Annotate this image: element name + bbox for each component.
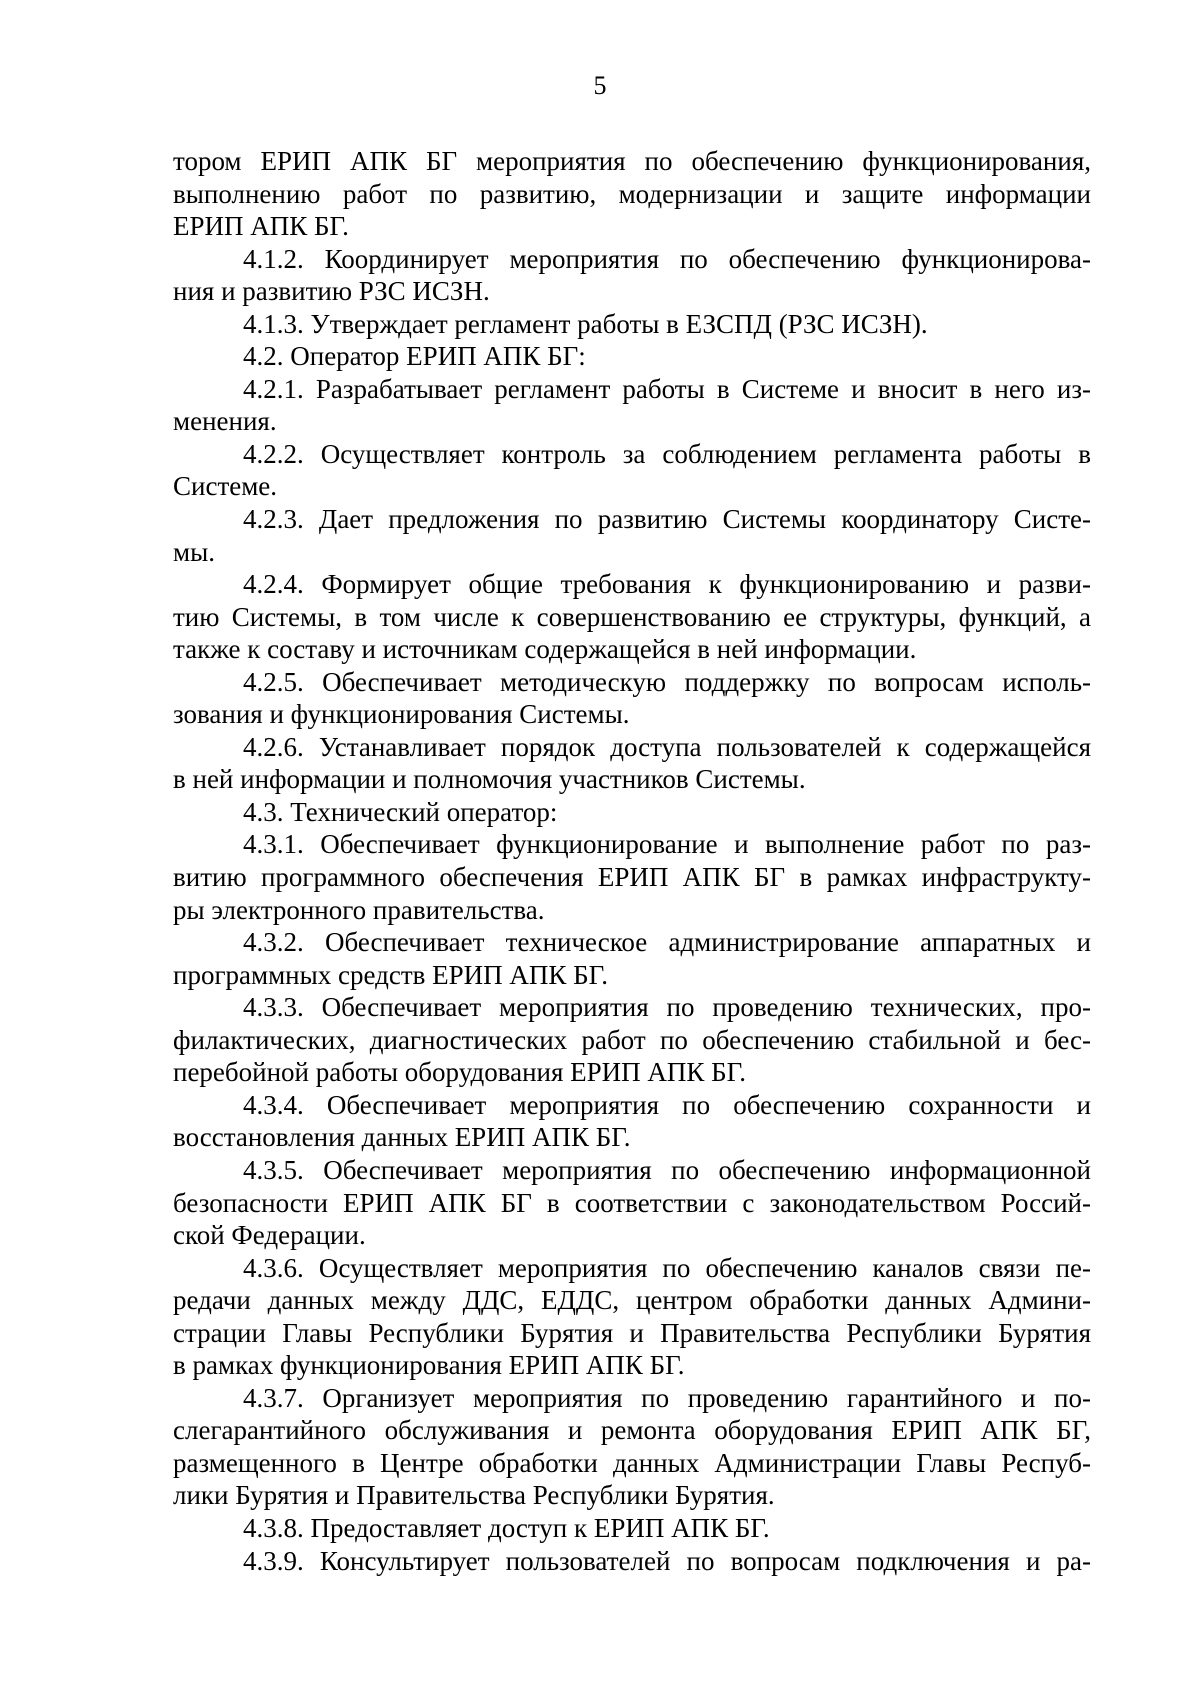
text-line: редачи данных между ДДС, ЕДДС, центром обработки данных Админи- [173,1285,1091,1316]
text-line: филактических, диагностических работ по обеспечению стабильной и бес- [173,1024,1091,1055]
text-line: 4.3.9. Консультирует пользователей по вопросам подключения и ра- [243,1545,1091,1576]
text-line: страции Главы Республики Бурятия и Правительства Республики Бурятия [173,1317,1091,1348]
text-line: 4.2.2. Осуществляет контроль за соблюдением регламента работы в [243,438,1091,469]
text-line: витию программного обеспечения ЕРИП АПК БГ в рамках инфраструкту- [173,862,1091,893]
text-line: 4.3.4. Обеспечивает мероприятия по обеспечению сохранности и [243,1089,1091,1120]
text-line: ния и развитию РЗС ИСЗН. [173,276,490,307]
text-line: выполнению работ по развитию, модернизации и защите информации [173,178,1091,209]
text-line: мы. [173,536,215,567]
text-line: безопасности ЕРИП АПК БГ в соответствии с законодательством Россий- [173,1187,1091,1218]
text-line: 4.2.3. Дает предложения по развитию Системы координатору Систе- [243,504,1091,535]
text-line: тором ЕРИП АПК БГ мероприятия по обеспечению функционирования, [173,146,1091,176]
text-line: 4.3. Технический оператор: [243,796,558,827]
document-body [173,145,1091,1577]
text-line: ЕРИП АПК БГ. [173,211,349,242]
text-line: 4.2.1. Разрабатывает регламент работы в Системе и вносит в него из- [243,373,1091,404]
text-line: перебойной работы оборудования ЕРИП АПК БГ. [173,1057,746,1088]
text-line: 4.3.8. Предоставляет доступ к ЕРИП АПК БГ. [243,1512,770,1543]
page-number: 5 [593,71,607,100]
text-line: 4.2.6. Устанавливает порядок доступа пользователей к содержащейся [243,731,1091,762]
text-line: 4.3.2. Обеспечивает техническое администрирование аппаратных и [243,927,1091,958]
text-line: слегарантийного обслуживания и ремонта оборудования ЕРИП АПК БГ, [173,1415,1091,1446]
text-line: менения. [173,406,277,437]
text-line: 4.2.4. Формирует общие требования к функционированию и разви- [243,569,1091,600]
text-line: программных средств ЕРИП АПК БГ. [173,959,608,990]
text-line: 4.3.3. Обеспечивает мероприятия по проведению технических, про- [243,992,1091,1023]
text-line: 4.1.3. Утверждает регламент работы в ЕЗСПД (РЗС ИСЗН). [243,308,928,339]
text-line: Системе. [173,471,278,502]
text-line: ры электронного правительства. [173,894,545,925]
text-line: тию Системы, в том числе к совершенствованию ее структуры, функций, а [173,601,1091,632]
text-line: лики Бурятия и Правительства Республики Бурятия. [173,1480,775,1511]
text-line: зования и функционирования Системы. [173,699,630,730]
text-line: 4.3.1. Обеспечивает функционирование и выполнение работ по раз- [243,829,1091,860]
text-line: 4.3.5. Обеспечивает мероприятия по обеспечению информационной [243,1154,1091,1185]
text-line: 4.2.5. Обеспечивает методическую поддержку по вопросам исполь- [243,666,1091,697]
text-line: ской Федерации. [173,1220,366,1251]
text-line: размещенного в Центре обработки данных Администрации Главы Респуб- [173,1447,1091,1478]
text-line: 4.1.2. Координирует мероприятия по обеспечению функционирова- [243,243,1091,274]
text-line: 4.3.7. Организует мероприятия по проведению гарантийного и по- [243,1382,1091,1413]
text-line: 4.2. Оператор ЕРИП АПК БГ: [243,341,586,372]
text-line: в рамках функционирования ЕРИП АПК БГ. [173,1350,685,1381]
text-line: в ней информации и полномочия участников Системы. [173,764,806,795]
text-line: 4.3.6. Осуществляет мероприятия по обеспечению каналов связи пе- [243,1252,1091,1283]
text-line: также к составу и источникам содержащейся в ней информации. [173,634,917,665]
text-line: восстановления данных ЕРИП АПК БГ. [173,1122,631,1153]
